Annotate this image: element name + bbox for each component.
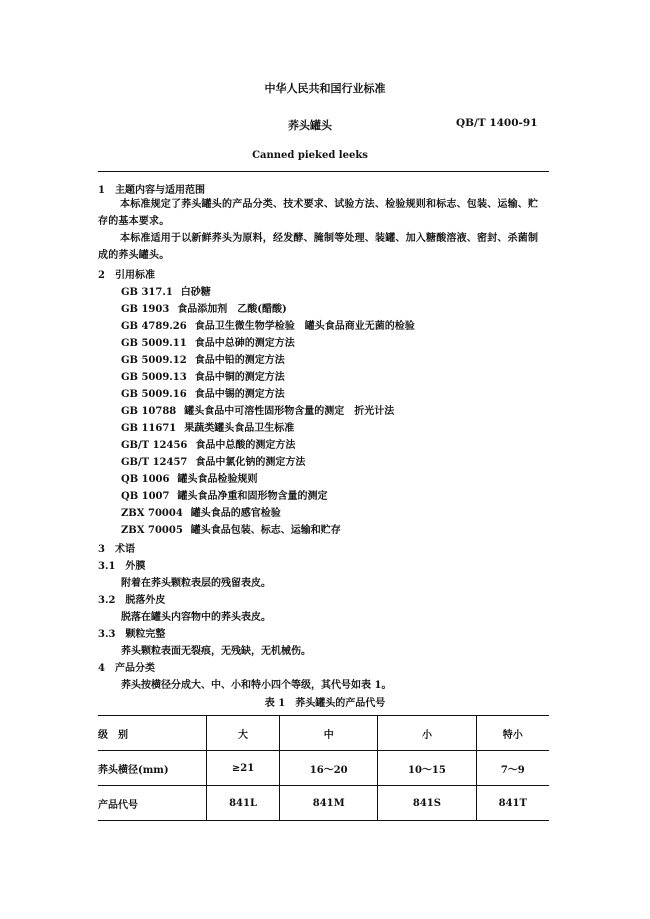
section-4-heading: 4 产品分类 (98, 663, 155, 674)
product-code-table (98, 715, 549, 821)
term-3-2-text: 脱落在罐头内容物中的荞头表皮。 (121, 612, 271, 623)
reference-code: GB 11671 (121, 423, 177, 434)
reference-title: 罐头食品净重和固形物含量的测定 (177, 491, 328, 502)
table-header-cell: 特小 (476, 716, 549, 751)
term-3-3-text: 荞头颗粒表面无裂痕，无残缺，无机械伤。 (121, 646, 311, 657)
reference-title: 食品添加剂 乙酸(醋酸) (177, 304, 287, 315)
reference-title: 食品中铜的测定方法 (194, 372, 285, 383)
section-1-paragraph-1: 本标准规定了荞头罐头的产品分类、技术要求、试验方法、检验规则和标志、包装、运输、贮存的基本要求。 (98, 199, 539, 227)
reference-item (121, 283, 211, 298)
table-cell: 841M (280, 786, 378, 821)
table-cell: 841L (207, 786, 280, 821)
table-cell: ≥21 (207, 751, 280, 786)
reference-item (121, 487, 327, 502)
reference-code: QB 1007 (121, 491, 170, 502)
table-header-cell: 大 (207, 716, 280, 751)
table-row (98, 751, 549, 786)
table-cell: 10～15 (378, 751, 476, 786)
reference-code: GB 4789.26 (121, 321, 187, 332)
table-1-caption: 表 1 荞头罐头的产品代号 (264, 698, 386, 709)
section-1-heading: 1 主题内容与适用范围 (98, 185, 205, 196)
reference-title: 食品卫生微生物学检验 罐头食品商业无菌的检验 (194, 321, 415, 332)
term-3-1-text: 附着在荞头颗粒表层的残留表皮。 (121, 578, 271, 589)
reference-code: GB 5009.16 (121, 389, 187, 400)
reference-code: GB 5009.12 (121, 355, 187, 366)
reference-title: 食品中铅的测定方法 (194, 355, 285, 366)
reference-title: 白砂糖 (180, 287, 211, 298)
reference-item (121, 419, 294, 434)
reference-code: GB 1903 (121, 304, 170, 315)
issuer-heading: 中华人民共和国行业标准 (264, 82, 386, 95)
term-3-3-heading: 3.3 颗粒完整 (98, 629, 166, 640)
table-header-cell: 小 (378, 716, 476, 751)
table-cell: 7～9 (476, 751, 549, 786)
table-cell: 16～20 (280, 751, 378, 786)
reference-code: GB 10788 (121, 406, 177, 417)
reference-item (121, 351, 285, 366)
reference-code: GB 5009.13 (121, 372, 187, 383)
table-row (98, 786, 549, 821)
reference-code: ZBX 70004 (121, 508, 183, 519)
reference-title: 罐头食品的感官检验 (190, 508, 281, 519)
reference-item (121, 436, 295, 451)
reference-item (121, 453, 305, 468)
reference-item (121, 470, 257, 485)
reference-item (121, 334, 295, 349)
reference-code: GB 5009.11 (121, 338, 187, 349)
reference-title: 食品中总砷的测定方法 (194, 338, 295, 349)
reference-title: 罐头食品检验规则 (177, 474, 258, 485)
term-3-2-heading: 3.2 脱落外皮 (98, 595, 166, 606)
reference-title: 罐头食品包装、标志、运输和贮存 (190, 525, 341, 536)
section-2-heading: 2 引用标准 (98, 270, 155, 281)
term-3-1-heading: 3.1 外膜 (98, 561, 146, 572)
section-4-text: 荞头按横径分成大、中、小和特小四个等级，其代号如表 1。 (121, 680, 392, 691)
reference-item (121, 300, 287, 315)
reference-code: GB 317.1 (121, 287, 173, 298)
reference-title: 罐头食品中可溶性固形物含量的测定 折光计法 (184, 406, 395, 417)
table-cell: 产品代号 (98, 799, 138, 811)
document-title: 荞头罐头 (288, 119, 332, 132)
reference-code: ZBX 70005 (121, 525, 183, 536)
reference-title: 食品中总酸的测定方法 (195, 440, 296, 451)
reference-item (121, 368, 285, 383)
table-header-cell: 级 别 (98, 729, 128, 741)
reference-item (121, 402, 394, 417)
reference-title: 食品中锡的测定方法 (194, 389, 285, 400)
reference-title: 果蔬类罐头食品卫生标准 (184, 423, 295, 434)
section-1-paragraph-2: 本标准适用于以新鲜荞头为原料，经发酵、腌制等处理、装罐、加入糖酸溶液、密封、杀菌制成的荞头罐头。 (98, 233, 539, 261)
reference-title: 食品中氯化钠的测定方法 (195, 457, 306, 468)
table-header-row (98, 716, 549, 751)
standard-number: QB/T 1400-91 (456, 117, 538, 129)
reference-code: GB/T 12456 (121, 440, 188, 451)
table-cell: 841T (476, 786, 549, 821)
table-header-cell: 中 (280, 716, 378, 751)
reference-code: QB 1006 (121, 474, 170, 485)
reference-item (121, 385, 285, 400)
reference-code: GB/T 12457 (121, 457, 188, 468)
header-rule (98, 171, 549, 172)
table-cell: 841S (378, 786, 476, 821)
reference-item (121, 317, 415, 332)
reference-item (121, 521, 341, 536)
table-cell: 荞头横径(mm) (98, 764, 169, 776)
english-title: Canned pieked leeks (252, 150, 368, 161)
reference-item (121, 504, 281, 519)
section-3-heading: 3 术语 (98, 544, 135, 555)
